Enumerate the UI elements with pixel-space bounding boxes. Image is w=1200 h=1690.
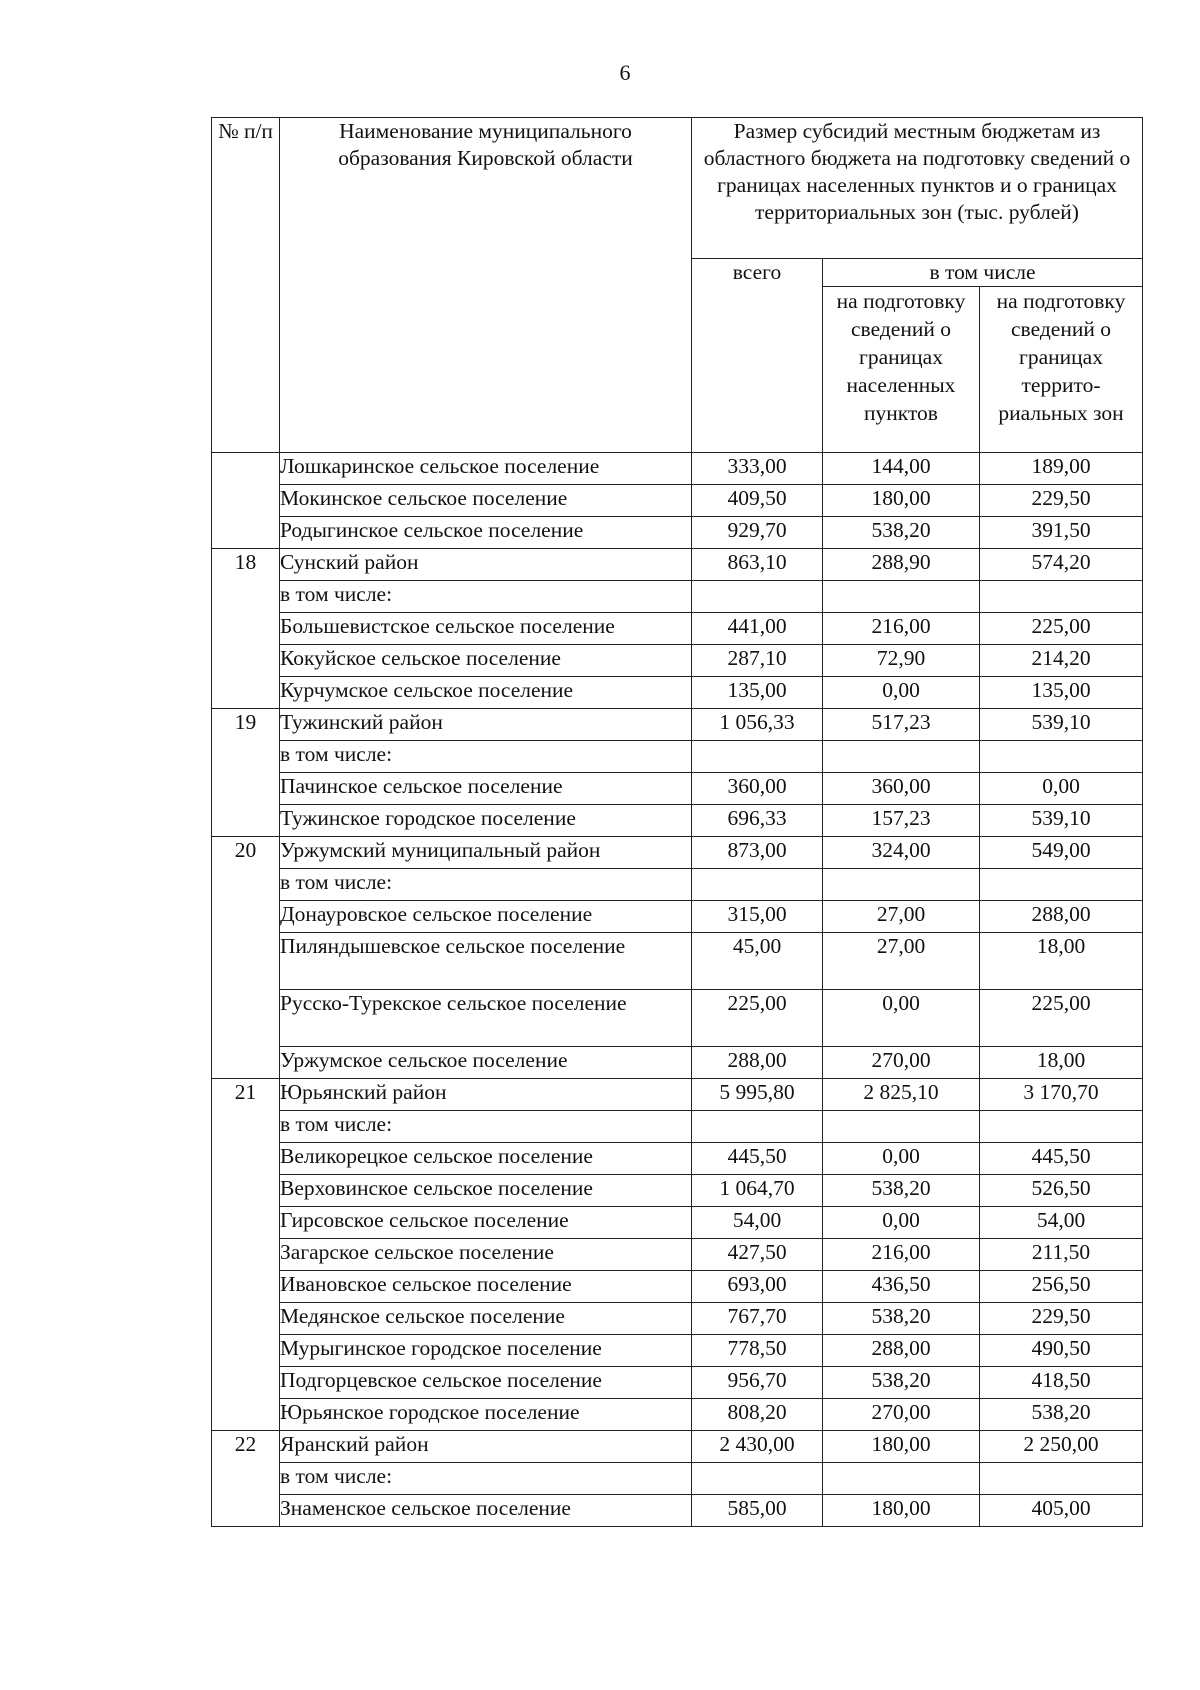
- row-name-cell: Мокинское сельское поселение: [280, 485, 692, 517]
- row-zones-cell: 549,00: [980, 837, 1143, 869]
- row-zones-cell: 574,20: [980, 549, 1143, 581]
- row-zones-cell: 526,50: [980, 1175, 1143, 1207]
- row-name-cell: Верховинское сельское поселение: [280, 1175, 692, 1207]
- row-zones-cell: 2 250,00: [980, 1431, 1143, 1463]
- header-total: всего: [692, 259, 823, 453]
- table-row: [212, 990, 1143, 1047]
- row-settlements-cell: 288,00: [823, 1335, 980, 1367]
- row-number-cell: [212, 485, 280, 517]
- row-settlements-cell: 288,90: [823, 549, 980, 581]
- row-zones-cell: 256,50: [980, 1271, 1143, 1303]
- header-number: № п/п: [212, 118, 280, 453]
- row-name-cell: в том числе:: [280, 1463, 692, 1495]
- row-zones-cell: 391,50: [980, 517, 1143, 549]
- row-number-cell: [212, 990, 280, 1047]
- row-name-cell: Кокуйское сельское поселение: [280, 645, 692, 677]
- row-settlements-cell: 270,00: [823, 1399, 980, 1431]
- row-settlements-cell: [823, 869, 980, 901]
- row-settlements-cell: 72,90: [823, 645, 980, 677]
- row-number-cell: [212, 773, 280, 805]
- row-zones-cell: 405,00: [980, 1495, 1143, 1527]
- row-number-cell: [212, 613, 280, 645]
- row-name-cell: Загарское сельское поселение: [280, 1239, 692, 1271]
- row-number-cell: [212, 901, 280, 933]
- row-total-cell: 315,00: [692, 901, 823, 933]
- row-zones-cell: 225,00: [980, 613, 1143, 645]
- row-total-cell: 333,00: [692, 453, 823, 485]
- row-total-cell: 45,00: [692, 933, 823, 990]
- row-zones-cell: 229,50: [980, 1303, 1143, 1335]
- row-name-cell: Родыгинское сельское поселение: [280, 517, 692, 549]
- table-row: [212, 485, 1143, 517]
- row-number-cell: [212, 933, 280, 990]
- table-row: [212, 517, 1143, 549]
- row-settlements-cell: 0,00: [823, 990, 980, 1047]
- row-settlements-cell: [823, 581, 980, 613]
- row-name-cell: Мурыгинское городское поселение: [280, 1335, 692, 1367]
- table-row: [212, 1463, 1143, 1495]
- row-zones-cell: [980, 581, 1143, 613]
- row-number-cell: [212, 1143, 280, 1175]
- row-name-cell: Тужинское городское поселение: [280, 805, 692, 837]
- row-name-cell: Гирсовское сельское поселение: [280, 1207, 692, 1239]
- row-total-cell: 288,00: [692, 1047, 823, 1079]
- row-zones-cell: 0,00: [980, 773, 1143, 805]
- row-settlements-cell: 538,20: [823, 517, 980, 549]
- row-number-cell: [212, 1207, 280, 1239]
- row-name-cell: в том числе:: [280, 869, 692, 901]
- table-row: [212, 1207, 1143, 1239]
- table-row: [212, 613, 1143, 645]
- row-zones-cell: 135,00: [980, 677, 1143, 709]
- row-settlements-cell: 144,00: [823, 453, 980, 485]
- row-total-cell: [692, 869, 823, 901]
- row-total-cell: 696,33: [692, 805, 823, 837]
- table-row: [212, 549, 1143, 581]
- row-number-cell: 21: [212, 1079, 280, 1111]
- row-total-cell: 445,50: [692, 1143, 823, 1175]
- row-settlements-cell: 180,00: [823, 485, 980, 517]
- row-number-cell: [212, 1463, 280, 1495]
- row-zones-cell: 214,20: [980, 645, 1143, 677]
- row-zones-cell: [980, 1111, 1143, 1143]
- table-row: [212, 1399, 1143, 1431]
- table-row: [212, 869, 1143, 901]
- table-row: [212, 1111, 1143, 1143]
- row-number-cell: [212, 741, 280, 773]
- row-number-cell: [212, 1271, 280, 1303]
- row-total-cell: 863,10: [692, 549, 823, 581]
- table-row: [212, 453, 1143, 485]
- row-settlements-cell: 324,00: [823, 837, 980, 869]
- table-row: [212, 741, 1143, 773]
- table-row: [212, 837, 1143, 869]
- table-row: [212, 1175, 1143, 1207]
- row-total-cell: 54,00: [692, 1207, 823, 1239]
- row-total-cell: [692, 581, 823, 613]
- row-total-cell: 5 995,80: [692, 1079, 823, 1111]
- row-number-cell: [212, 1367, 280, 1399]
- row-name-cell: Уржумское сельское поселение: [280, 1047, 692, 1079]
- row-name-cell: в том числе:: [280, 1111, 692, 1143]
- row-zones-cell: [980, 741, 1143, 773]
- row-total-cell: [692, 1111, 823, 1143]
- table-row: [212, 933, 1143, 990]
- row-name-cell: Русско-Турекское сельское поселение: [280, 990, 692, 1047]
- table-row: [212, 1431, 1143, 1463]
- row-total-cell: 360,00: [692, 773, 823, 805]
- row-total-cell: 929,70: [692, 517, 823, 549]
- row-name-cell: Юрьянский район: [280, 1079, 692, 1111]
- table-row: [212, 1271, 1143, 1303]
- row-name-cell: Яранский район: [280, 1431, 692, 1463]
- table-row: [212, 1047, 1143, 1079]
- row-zones-cell: 418,50: [980, 1367, 1143, 1399]
- row-name-cell: в том числе:: [280, 581, 692, 613]
- row-settlements-cell: 517,23: [823, 709, 980, 741]
- row-zones-cell: [980, 1463, 1143, 1495]
- table-row: [212, 1367, 1143, 1399]
- table-row: [212, 677, 1143, 709]
- row-name-cell: Ивановское сельское поселение: [280, 1271, 692, 1303]
- row-number-cell: [212, 1175, 280, 1207]
- row-total-cell: 2 430,00: [692, 1431, 823, 1463]
- row-total-cell: 409,50: [692, 485, 823, 517]
- row-name-cell: Сунский район: [280, 549, 692, 581]
- row-total-cell: 287,10: [692, 645, 823, 677]
- row-number-cell: [212, 1239, 280, 1271]
- row-number-cell: [212, 805, 280, 837]
- table-row: [212, 901, 1143, 933]
- table-row: [212, 709, 1143, 741]
- row-name-cell: Пачинское сельское поселение: [280, 773, 692, 805]
- row-name-cell: Юрьянское городское поселение: [280, 1399, 692, 1431]
- table-row: [212, 773, 1143, 805]
- row-settlements-cell: 270,00: [823, 1047, 980, 1079]
- row-settlements-cell: 0,00: [823, 677, 980, 709]
- row-total-cell: [692, 741, 823, 773]
- row-number-cell: [212, 581, 280, 613]
- table-row: [212, 1495, 1143, 1527]
- row-total-cell: 585,00: [692, 1495, 823, 1527]
- row-zones-cell: 539,10: [980, 805, 1143, 837]
- row-zones-cell: 445,50: [980, 1143, 1143, 1175]
- row-settlements-cell: [823, 1111, 980, 1143]
- row-number-cell: [212, 1399, 280, 1431]
- row-number-cell: [212, 1495, 280, 1527]
- row-zones-cell: 229,50: [980, 485, 1143, 517]
- table-row: [212, 805, 1143, 837]
- row-zones-cell: 3 170,70: [980, 1079, 1143, 1111]
- row-settlements-cell: [823, 1463, 980, 1495]
- row-settlements-cell: 0,00: [823, 1143, 980, 1175]
- header-settlements: на подготовку сведений о границах населенных пунктов: [823, 287, 980, 453]
- row-settlements-cell: 538,20: [823, 1367, 980, 1399]
- row-total-cell: 441,00: [692, 613, 823, 645]
- row-settlements-cell: 157,23: [823, 805, 980, 837]
- table-row: [212, 1079, 1143, 1111]
- row-zones-cell: 288,00: [980, 901, 1143, 933]
- table-header: [212, 118, 1143, 453]
- row-settlements-cell: 180,00: [823, 1431, 980, 1463]
- row-zones-cell: [980, 869, 1143, 901]
- row-number-cell: [212, 1111, 280, 1143]
- row-total-cell: 225,00: [692, 990, 823, 1047]
- row-zones-cell: 539,10: [980, 709, 1143, 741]
- row-name-cell: Лошкаринское сельское поселение: [280, 453, 692, 485]
- row-name-cell: Тужинский район: [280, 709, 692, 741]
- table-row: [212, 1303, 1143, 1335]
- header-municipality: Наименование муниципального образования Кировской области: [280, 118, 692, 453]
- row-total-cell: 808,20: [692, 1399, 823, 1431]
- row-zones-cell: 18,00: [980, 933, 1143, 990]
- table-row: [212, 1335, 1143, 1367]
- row-zones-cell: 54,00: [980, 1207, 1143, 1239]
- row-settlements-cell: 436,50: [823, 1271, 980, 1303]
- row-number-cell: [212, 453, 280, 485]
- row-number-cell: [212, 869, 280, 901]
- row-name-cell: Великорецкое сельское поселение: [280, 1143, 692, 1175]
- header-subsidy-size: Размер субсидий местным бюджетам из областного бюджета на подготовку сведений о границах населенных пунктов и о границах территориальных зон (тыс. рублей): [692, 118, 1143, 259]
- row-zones-cell: 538,20: [980, 1399, 1143, 1431]
- row-name-cell: Донауровское сельское поселение: [280, 901, 692, 933]
- row-name-cell: в том числе:: [280, 741, 692, 773]
- row-number-cell: [212, 1047, 280, 1079]
- row-number-cell: [212, 517, 280, 549]
- row-zones-cell: 211,50: [980, 1239, 1143, 1271]
- row-number-cell: [212, 645, 280, 677]
- row-settlements-cell: 180,00: [823, 1495, 980, 1527]
- row-settlements-cell: 2 825,10: [823, 1079, 980, 1111]
- row-total-cell: [692, 1463, 823, 1495]
- row-total-cell: 693,00: [692, 1271, 823, 1303]
- row-settlements-cell: 0,00: [823, 1207, 980, 1239]
- row-name-cell: Курчумское сельское поселение: [280, 677, 692, 709]
- row-name-cell: Большевистское сельское поселение: [280, 613, 692, 645]
- row-number-cell: [212, 1303, 280, 1335]
- row-number-cell: 18: [212, 549, 280, 581]
- row-name-cell: Медянское сельское поселение: [280, 1303, 692, 1335]
- row-number-cell: [212, 1335, 280, 1367]
- row-total-cell: 767,70: [692, 1303, 823, 1335]
- row-total-cell: 135,00: [692, 677, 823, 709]
- row-total-cell: 1 064,70: [692, 1175, 823, 1207]
- subsidy-table: [211, 117, 1143, 1527]
- table-row: [212, 581, 1143, 613]
- row-settlements-cell: 216,00: [823, 613, 980, 645]
- table-row: [212, 1239, 1143, 1271]
- row-total-cell: 873,00: [692, 837, 823, 869]
- row-number-cell: 19: [212, 709, 280, 741]
- table-row: [212, 1143, 1143, 1175]
- row-settlements-cell: [823, 741, 980, 773]
- row-settlements-cell: 538,20: [823, 1303, 980, 1335]
- table-row: [212, 645, 1143, 677]
- row-settlements-cell: 360,00: [823, 773, 980, 805]
- row-total-cell: 956,70: [692, 1367, 823, 1399]
- row-name-cell: Уржумский муниципальный район: [280, 837, 692, 869]
- row-name-cell: Знаменское сельское поселение: [280, 1495, 692, 1527]
- row-settlements-cell: 27,00: [823, 901, 980, 933]
- row-total-cell: 427,50: [692, 1239, 823, 1271]
- row-zones-cell: 490,50: [980, 1335, 1143, 1367]
- row-zones-cell: 225,00: [980, 990, 1143, 1047]
- row-settlements-cell: 538,20: [823, 1175, 980, 1207]
- row-name-cell: Подгорцевское сельское поселение: [280, 1367, 692, 1399]
- row-zones-cell: 189,00: [980, 453, 1143, 485]
- header-including: в том числе: [823, 259, 1143, 287]
- row-zones-cell: 18,00: [980, 1047, 1143, 1079]
- row-number-cell: [212, 677, 280, 709]
- row-total-cell: 778,50: [692, 1335, 823, 1367]
- row-total-cell: 1 056,33: [692, 709, 823, 741]
- row-number-cell: 20: [212, 837, 280, 869]
- row-settlements-cell: 216,00: [823, 1239, 980, 1271]
- table-body: [212, 453, 1143, 1527]
- header-zones: на подготовку сведений о границах террито-риальных зон: [980, 287, 1143, 453]
- row-settlements-cell: 27,00: [823, 933, 980, 990]
- row-number-cell: 22: [212, 1431, 280, 1463]
- page-number: 6: [619, 60, 631, 85]
- row-name-cell: Пиляндышевское сельское поселение: [280, 933, 692, 990]
